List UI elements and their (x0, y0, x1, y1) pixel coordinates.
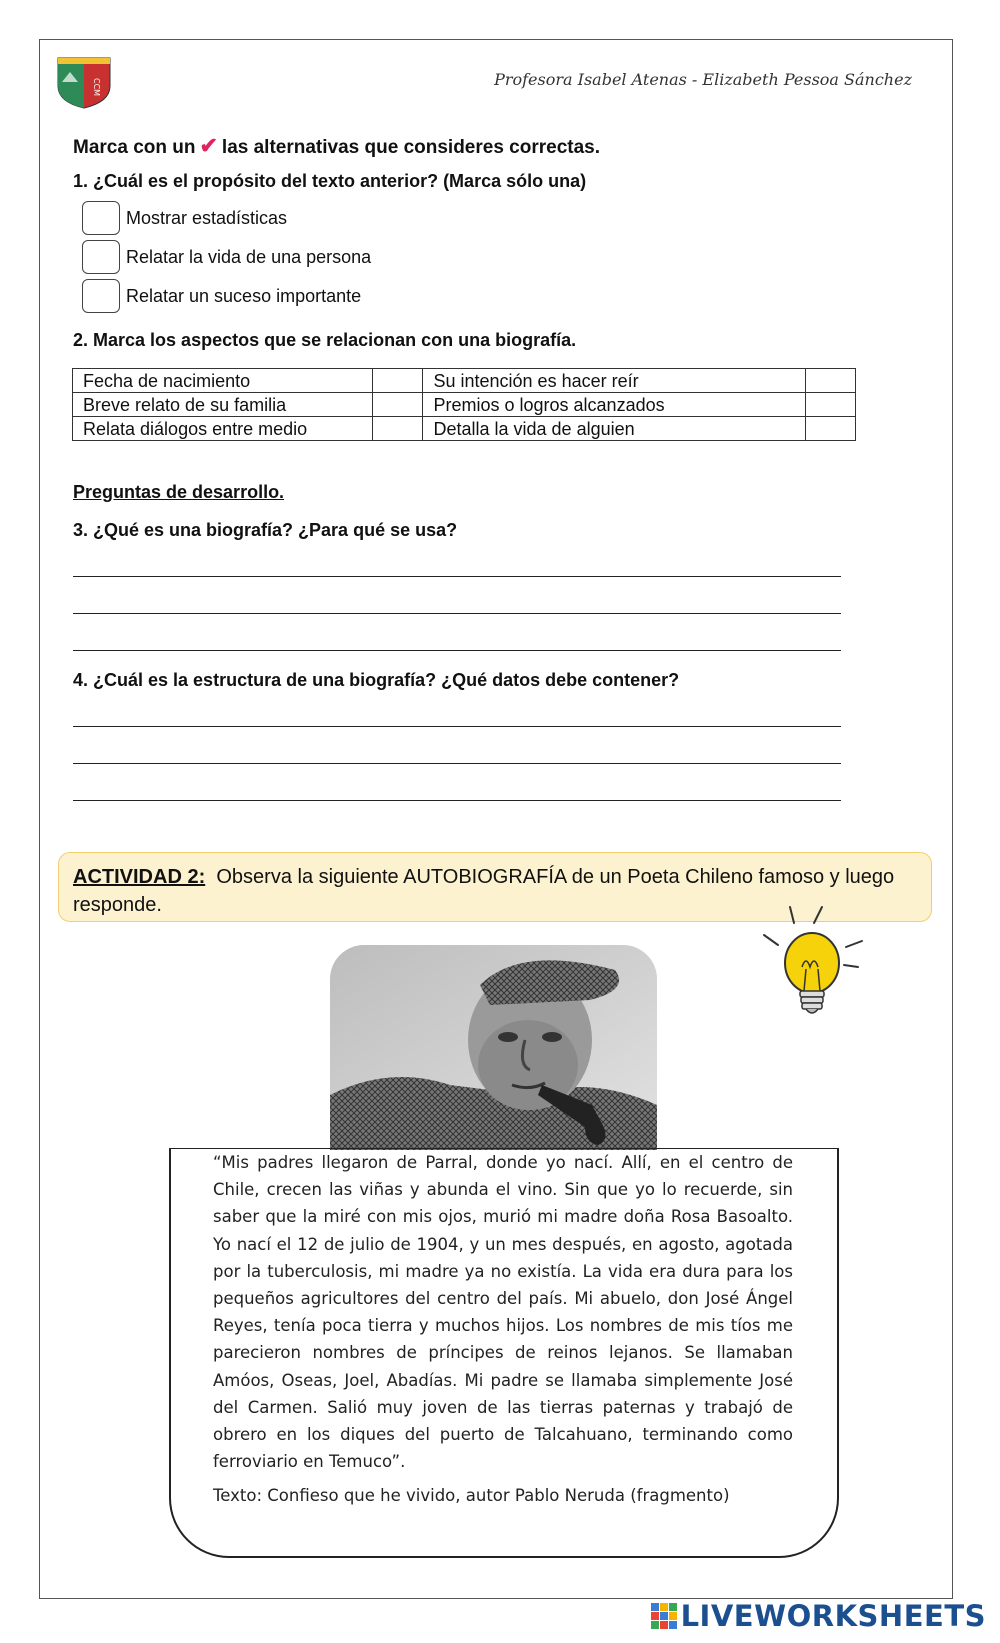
liveworksheets-logo-icon (651, 1603, 677, 1629)
aspect-check-cell[interactable] (805, 393, 855, 417)
aspect-cell: Su intención es hacer reír (423, 369, 805, 393)
answer-line[interactable] (73, 726, 841, 727)
aspect-check-cell[interactable] (373, 369, 423, 393)
svg-text:CCM: CCM (92, 78, 101, 97)
poet-photo (330, 945, 657, 1150)
table-row (73, 393, 856, 417)
activity-text: Observa la siguiente AUTOBIOGRAFÍA de un Poeta Chileno famoso y luego responde. (73, 866, 895, 916)
checkbox[interactable] (82, 279, 120, 313)
aspect-cell: Detalla la vida de alguien (423, 417, 805, 441)
light-bulb-icon (762, 905, 892, 1035)
table-row (73, 417, 856, 441)
answer-line[interactable] (73, 800, 841, 801)
instructions-before: Marca con un (73, 137, 196, 158)
aspects-table (72, 368, 856, 441)
aspect-cell: Breve relato de su familia (73, 393, 373, 417)
school-crest-icon (54, 52, 114, 110)
question-2: 2. Marca los aspectos que se relacionan con una biografía. (73, 330, 577, 350)
autobiography-quote: “Mis padres llegaron de Parral, donde yo nací. Allí, en el centro de Chile, crecen las viñas y abunda el vino. Sin que yo lo recuerde, sin saber que la miré con mis ojos, murió mi madre doña Rosa Basoalto. Yo nací el 12 de julio de 1904, y un mes después, en agosto, agotada por la tuberculosis, mi madre ya no existía. La vida era dura para los pequeños agricultores del centro del país. Mi abuelo, don José Ángel Reyes, tenía poca tierra y muchos hijos. Los nombres de mis tíos me parecieron nombres de príncipes de reinos lejanos. Se llamaban Amóos, Oseas, Joel, Abadías. Mi padre se llamaba simplemente José del Carmen. Salió muy joven de las tierras paternas y trabajó de obrero en los diques del puerto de Talcahuano, terminando como ferroviario en Temuco”. (213, 1153, 793, 1472)
teacher-name: Profesora Isabel Atenas - Elizabeth Pessoa Sánchez (494, 70, 912, 89)
aspect-check-cell[interactable] (373, 393, 423, 417)
activity-label: ACTIVIDAD 2: (73, 866, 206, 888)
option-label: Relatar un suceso importante (126, 285, 362, 306)
answer-line[interactable] (73, 613, 841, 614)
quote-source: Texto: Confieso que he vivido, autor Pablo Neruda (fragmento) (213, 1486, 730, 1505)
answer-line[interactable] (73, 650, 841, 651)
q1-option[interactable] (82, 240, 371, 274)
question-4: 4. ¿Cuál es la estructura de una biografía? ¿Qué datos debe contener? (73, 670, 680, 690)
question-1: 1. ¿Cuál es el propósito del texto anterior? (Marca sólo una) (73, 171, 587, 191)
aspect-check-cell[interactable] (805, 369, 855, 393)
answer-line[interactable] (73, 763, 841, 764)
question-3: 3. ¿Qué es una biografía? ¿Para qué se usa? (73, 520, 458, 540)
q1-option[interactable] (82, 279, 361, 313)
brand-name: LIVEWORKSHEETS (680, 1599, 986, 1633)
aspect-cell: Fecha de nacimiento (73, 369, 373, 393)
aspect-check-cell[interactable] (373, 417, 423, 441)
option-label: Relatar la vida de una persona (126, 246, 372, 267)
development-title: Preguntas de desarrollo. (73, 482, 285, 502)
brand-footer (651, 1599, 986, 1633)
answer-line[interactable] (73, 576, 841, 577)
table-row (73, 369, 856, 393)
q1-option[interactable] (82, 201, 287, 235)
checkmark-icon: ✔ (199, 133, 218, 158)
checkbox[interactable] (82, 240, 120, 274)
option-label: Mostrar estadísticas (126, 207, 288, 228)
aspect-cell: Premios o logros alcanzados (423, 393, 805, 417)
aspect-check-cell[interactable] (805, 417, 855, 441)
aspect-cell: Relata diálogos entre medio (73, 417, 373, 441)
instructions (73, 133, 600, 159)
checkbox[interactable] (82, 201, 120, 235)
instructions-after: las alternativas que consideres correctas. (221, 137, 601, 158)
